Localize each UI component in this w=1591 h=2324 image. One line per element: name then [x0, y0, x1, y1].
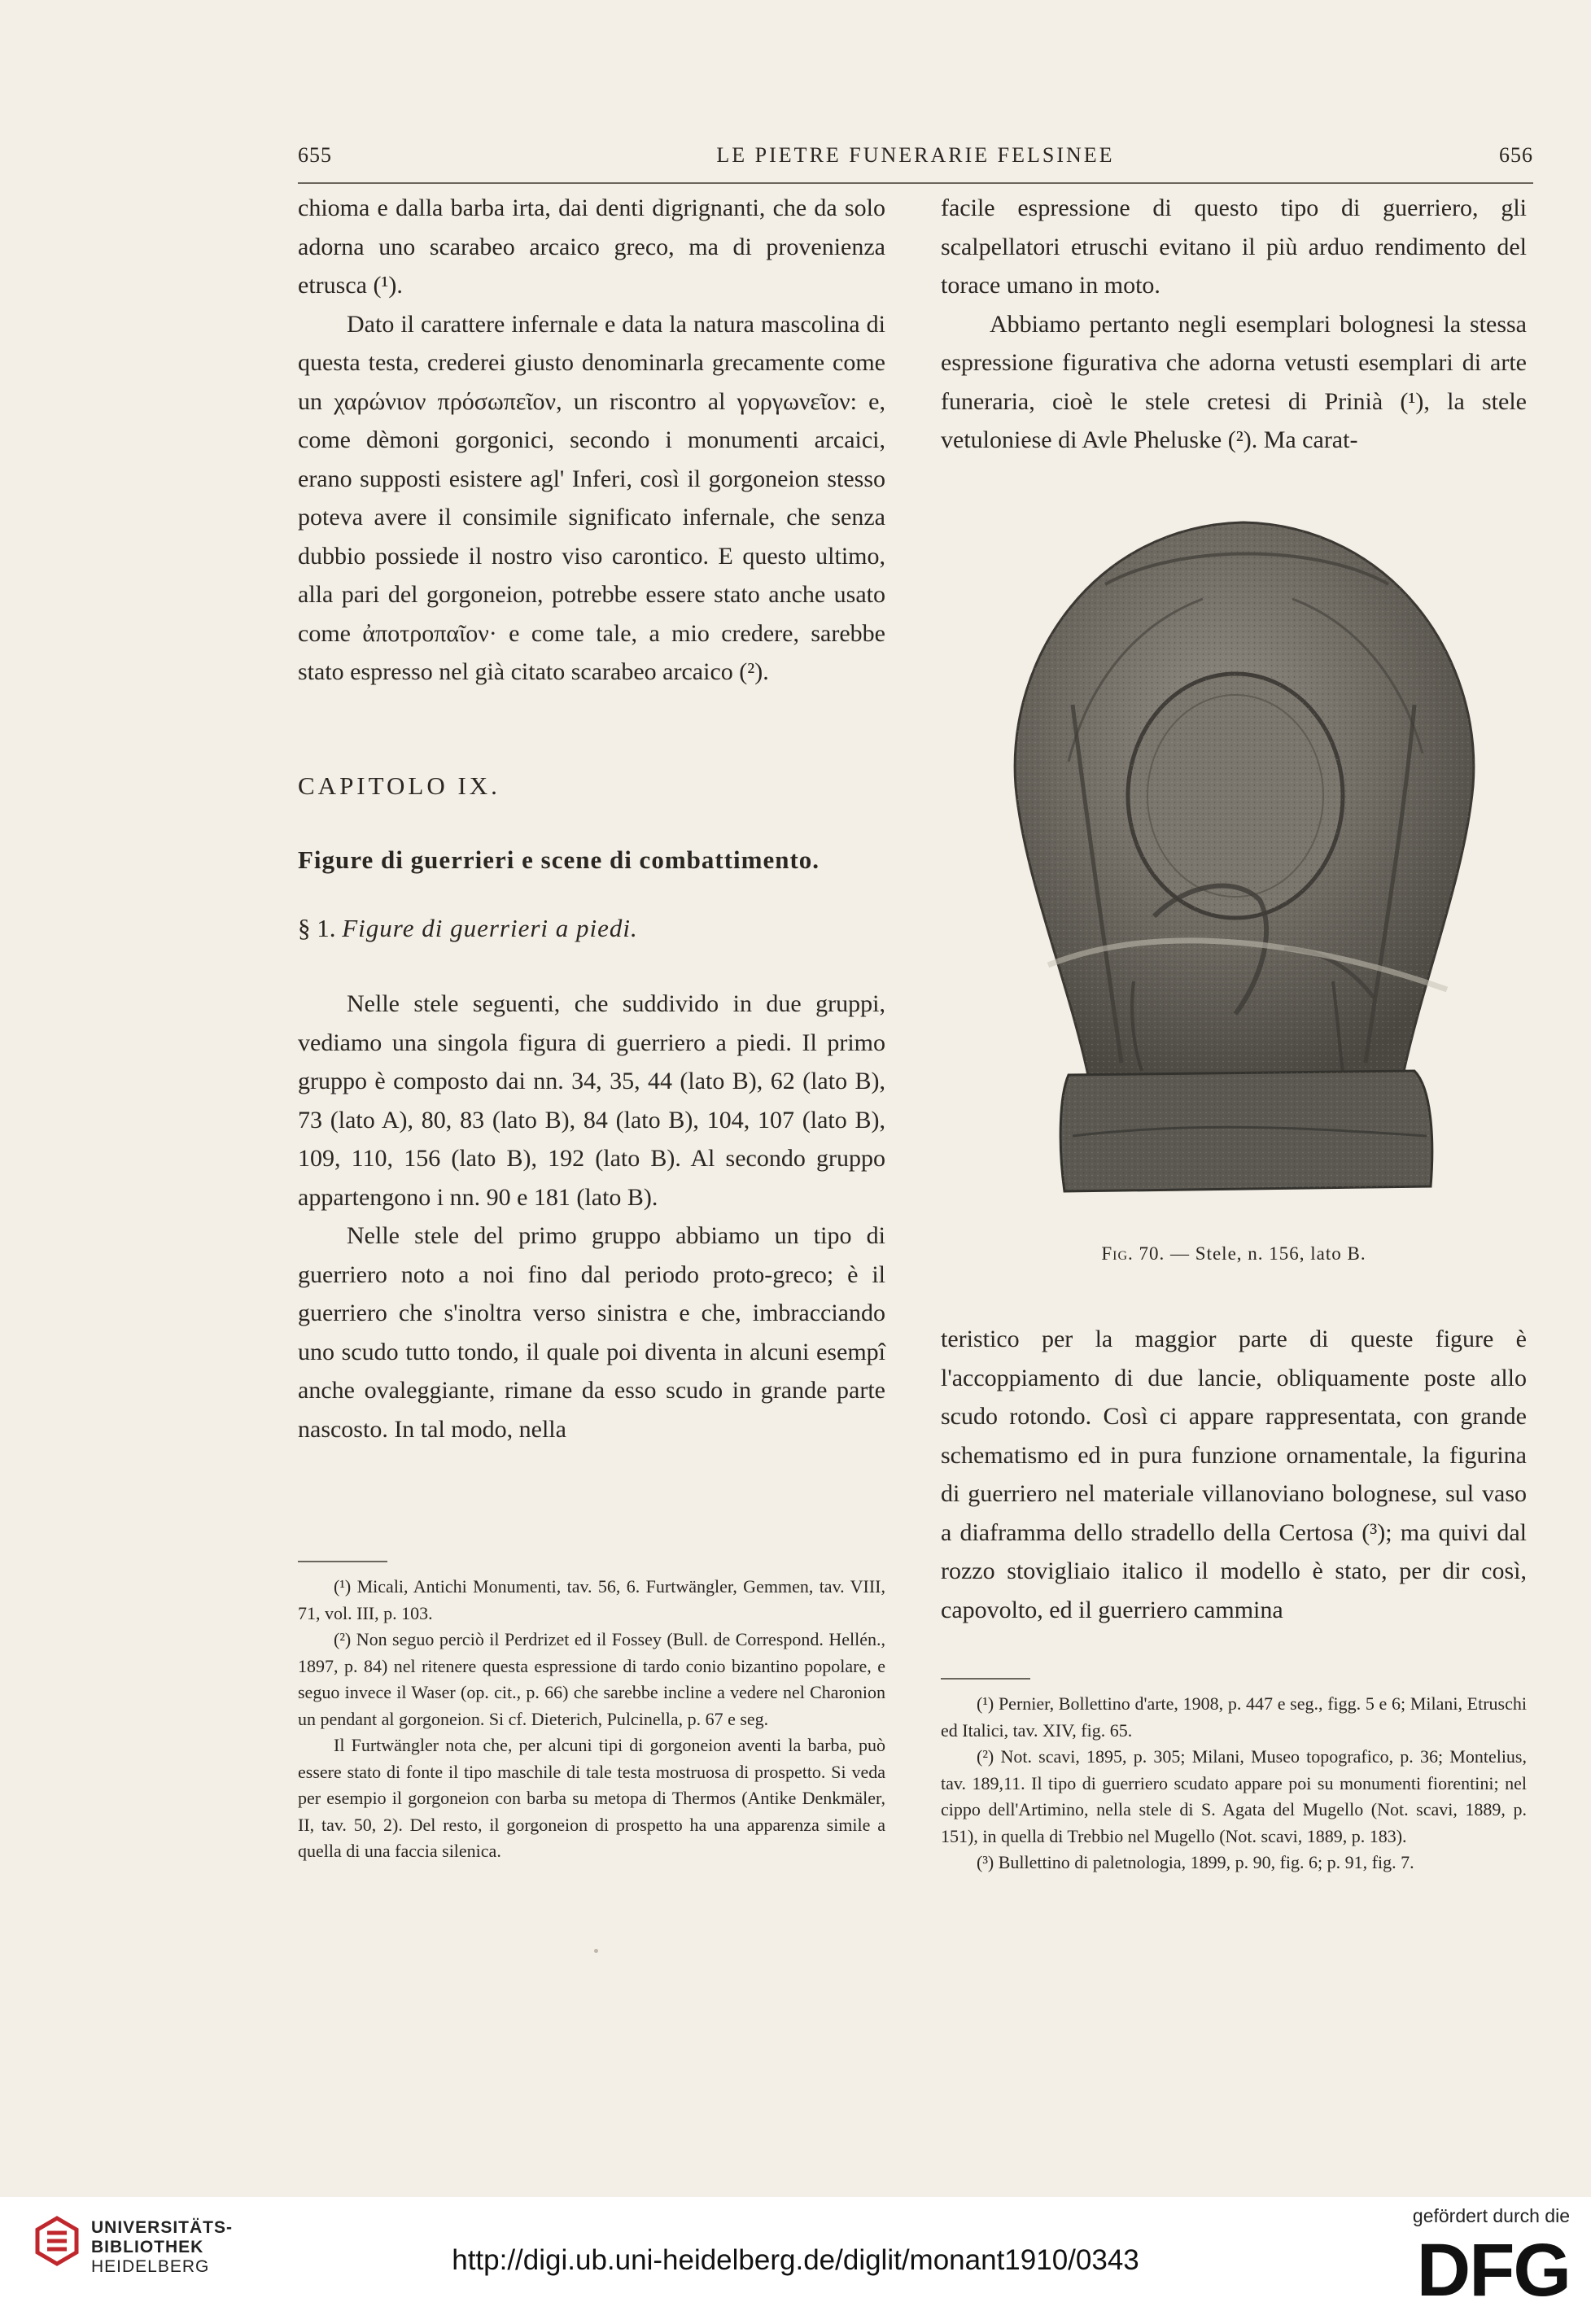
library-name-line-1: UNIVERSITÄTS- — [91, 2218, 234, 2237]
left-footnote-3: Il Furtwängler nota che, per alcuni tipi di gorgoneion aventi la barba, può essere stato di fonte il tipo maschile di tale testa mostruosa di prospetto. Si veda per esempio il gorgoneion con barba su metopa di Thermos (Antike Denkmäler, II, tav. 50, 2). Del resto, il gorgoneion di prospetto ha una apparenza simile a quella di una faccia silenica. — [298, 1735, 885, 1861]
right-footnotes — [941, 1663, 1527, 1876]
right-footnote-3: (³) Bullettino di paletnologia, 1899, p. 90, fig. 6; p. 91, fig. 7. — [977, 1852, 1414, 1872]
left-footnote-1: (¹) Micali, Antichi Monumenti, tav. 56, 6. Furtwängler, Gemmen, tav. VIII, 71, vol. III, p. 103. — [298, 1576, 885, 1623]
funded-by-label: gefördert durch die — [1412, 2205, 1570, 2226]
right-column-top — [941, 189, 1527, 460]
left-paragraph-4: Nelle stele del primo gruppo abbiamo un tipo di guerriero noto a noi fino dal periodo proto-greco; è il guerriero che s'inoltra verso sinistra e che, imbracciando uno scudo tutto tondo, il quale poi diventa in alcuni esempî anche ovaleggiante, rimane da esso scudo in grande parte nascosto. In tal modo, nella — [298, 1222, 885, 1443]
chapter-heading: CAPITOLO IX. — [298, 771, 500, 800]
right-footnote-2: (²) Not. scavi, 1895, p. 305; Milani, Museo topografico, p. 36; Montelius, tav. 189,11. Il tipo di guerriero scudato appare poi su monumenti fiorentini; nel cippo dell'Artimino, nella stele di S. Agata del Mugello (Not. scavi, 1889, p. 151), in quella di Trebbio nel Mugello (Not. scavi, 1889, p. 183). — [941, 1746, 1527, 1846]
right-paragraph-3: teristico per la maggior parte di queste figure è l'accoppiamento di due lancie, obliquamente poste allo scudo rotondo. Così ci appare rappresentata, con grande schematismo ed in pura funzione ornamentale, la figurina di guerriero nel materiale villanoviano bolognese, sul vaso a diaframma dello stradello della Certosa (³); ma quivi dal rozzo stovigliaio italico il modello è stato, per dir così, capovolto, ed il guerriero cammina — [941, 1326, 1527, 1623]
figure-caption — [941, 1243, 1527, 1265]
stele-figure — [991, 493, 1496, 1225]
figure-label: Fig. 70. — [1101, 1243, 1165, 1264]
left-paragraph-1: chioma e dalla barba irta, dai denti digrignanti, che da solo adorna uno scarabeo arcaico greco, ma di provenienza etrusca (¹). — [298, 194, 885, 299]
right-paragraph-2: Abbiamo pertanto negli esemplari bolognesi la stessa espressione figurativa che adorna vetusti esemplari di arte funeraria, cioè le stele cretesi di Prinià (¹), la stele vetuloniese di Avle Pheluske (²). Ma carat- — [941, 310, 1527, 453]
footnote-rule-left — [298, 1561, 387, 1562]
right-paragraph-1: facile espressione di questo tipo di guerriero, gli scalpellatori etruschi evitano il più arduo rendimento del torace umano in moto. — [941, 194, 1527, 299]
left-paragraph-3: Nelle stele seguenti, che suddivido in due gruppi, vediamo una singola figura di guerriero a piedi. Il primo gruppo è composto dai nn. 34, 35, 44 (lato B), 62 (lato B), 73 (lato A), 80, 83 (lato B), 84 (lato B), 104, 107 (lato B), 109, 110, 156 (lato B), 192 (lato B). Al secondo gruppo appartengono i nn. 90 e 181 (lato B). — [298, 990, 885, 1211]
right-column-bottom — [941, 1320, 1527, 1629]
footnote-rule-right — [941, 1678, 1030, 1680]
subsection-title: Figure di guerrieri a piedi. — [342, 913, 638, 942]
left-footnotes — [298, 1546, 885, 1865]
section-heading: Figure di guerrieri e scene di combattimento. — [298, 845, 820, 874]
running-title: LE PIETRE FUNERARIE FELSINEE — [716, 143, 1115, 167]
left-footnote-2: (²) Non seguo perciò il Perdrizet ed il Fossey (Bull. de Correspond. Hellén., 1897, p. 84) nel ritenere questa espressione di tardo conio bizantino popolare, e seguo invece il Waser (op. cit., p. 66) che sarebbe incline a vedere nel Charonion un pendant al gorgoneion. Si cf. Dieterich, Pulcinella, p. 67 e seg. — [298, 1629, 885, 1729]
dfg-logo: DFG — [1416, 2229, 1570, 2312]
stele-base — [1060, 1071, 1432, 1191]
running-header — [298, 143, 1533, 179]
page-number-left: 655 — [298, 143, 332, 167]
library-name-line-3: HEIDELBERG — [91, 2257, 210, 2276]
page-number-right: 656 — [1499, 143, 1533, 167]
subsection-heading — [298, 909, 885, 948]
library-name-line-2: BIBLIOTHEK — [91, 2238, 204, 2256]
permalink-url[interactable]: http://digi.ub.uni-heidelberg.de/diglit/monant1910/0343 — [452, 2244, 1139, 2276]
left-paragraph-2: Dato il carattere infernale e data la natura mascolina di questa testa, crederei giusto denominarla grecamente come un χαρώνιον πρόσωπεῖον, un riscontro al γοργωνεῖον: e, come dèmoni gorgonici, secondo i monumenti arcaici, erano supposti esistere agl' Inferi, così il gorgoneion stesso poteva avere il consimile significato infernale, che senza dubbio possiede il nostro viso carontico. E questo ultimo, alla pari del gorgoneion, potrebbe essere stato anche usato come ἀποτροπαῖον· e come tale, a mio credere, sarebbe stato espresso nel già citato scarabeo arcaico (²). — [298, 310, 885, 685]
figure-caption-text: — Stele, n. 156, lato B. — [1170, 1243, 1366, 1264]
digitization-footer — [0, 2197, 1591, 2324]
header-rule — [298, 182, 1533, 184]
left-column — [298, 189, 885, 1448]
stele-illustration — [991, 493, 1496, 1225]
stele-stone — [1015, 522, 1474, 1079]
page-speck — [594, 1949, 598, 1953]
subsection-number: § 1. — [298, 913, 336, 942]
right-footnote-1: (¹) Pernier, Bollettino d'arte, 1908, p. 447 e seg., figg. 5 e 6; Milani, Etruschi ed Italici, tav. XIV, fig. 65. — [941, 1693, 1527, 1741]
